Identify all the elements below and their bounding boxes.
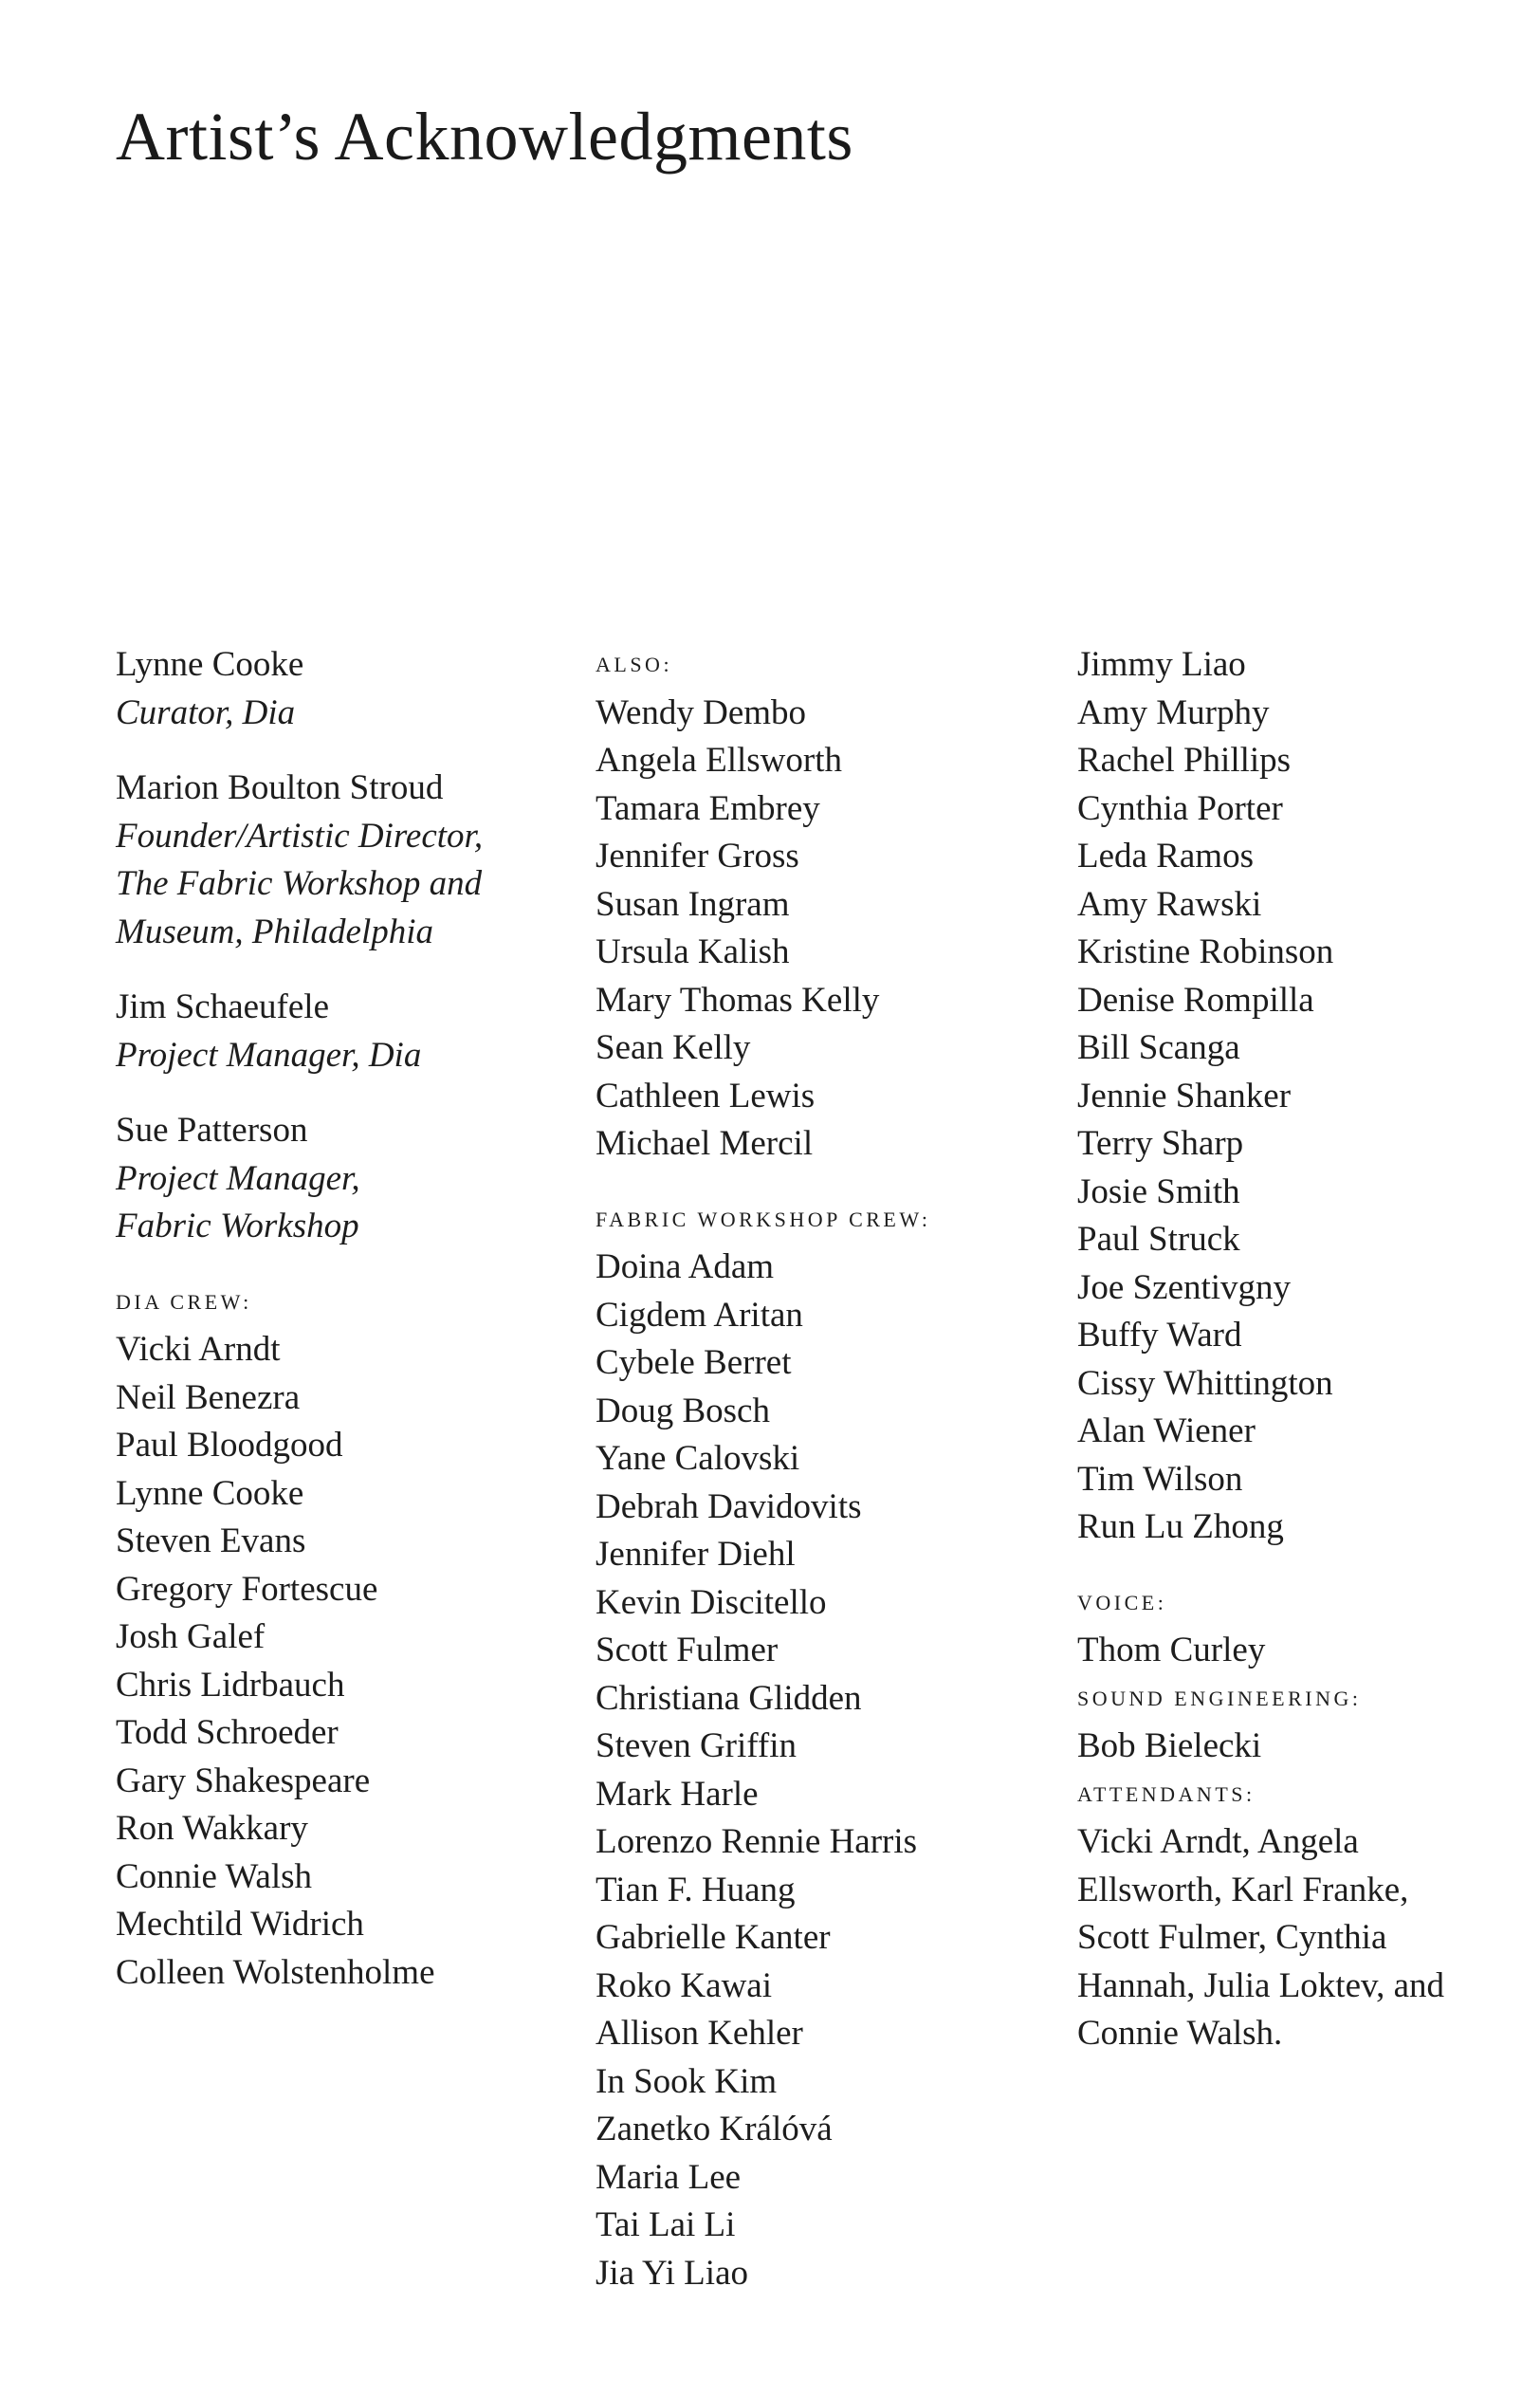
- credit-role: The Fabric Workshop and: [116, 864, 483, 903]
- attendants-text: Vicki Arndt, Angela Ellsworth, Karl Franke, Scott Fulmer, Cynthia Hannah, Julia Loktev, and Connie Walsh.: [1077, 1822, 1445, 2053]
- list-item: Mark Harle: [596, 1774, 759, 1814]
- list-item: Susan Ingram: [596, 884, 790, 924]
- list-item: Jennifer Diehl: [596, 1535, 796, 1574]
- list-item: Vicki Arndt: [116, 1330, 281, 1369]
- list-item: Angela Ellsworth: [596, 741, 842, 780]
- list-item: Ursula Kalish: [596, 932, 790, 971]
- list-item: Paul Struck: [1077, 1220, 1240, 1259]
- credit-project-manager-dia: [116, 984, 561, 1079]
- credit-role: Museum, Philadelphia: [116, 912, 434, 951]
- list-item: Amy Rawski: [1077, 884, 1262, 924]
- list-item: Todd Schroeder: [116, 1713, 339, 1752]
- list-item: Jia Yi Liao: [596, 2253, 748, 2293]
- list-item: Leda Ramos: [1077, 837, 1254, 876]
- credit-name: Lynne Cooke: [116, 645, 304, 684]
- list-item: Jennie Shanker: [1077, 1076, 1292, 1116]
- list-item: Run Lu Zhong: [1077, 1507, 1284, 1546]
- list-item: Mary Thomas Kelly: [596, 980, 880, 1020]
- name-list: [1077, 1627, 1532, 1675]
- credit-founder: [116, 765, 561, 956]
- column-3: [1077, 641, 1532, 2058]
- list-item: Thom Curley: [1077, 1631, 1266, 1669]
- section-heading: ALSO:: [596, 653, 673, 676]
- list-item: Yane Calovski: [596, 1439, 800, 1478]
- list-item: Allison Kehler: [596, 2014, 803, 2053]
- list-item: Tian F. Huang: [596, 1870, 796, 1909]
- name-list: [1077, 1723, 1532, 1771]
- list-item: Cybele Berret: [596, 1343, 792, 1382]
- name-list: [1077, 641, 1532, 1552]
- list-item: Doug Bosch: [596, 1391, 770, 1430]
- list-item: Terry Sharp: [1077, 1124, 1244, 1163]
- voice-section: [1077, 1579, 1532, 2058]
- list-item: Tai Lai Li: [596, 2205, 736, 2244]
- list-item: Steven Evans: [116, 1521, 306, 1560]
- dia-crew-section: [116, 1279, 561, 1998]
- list-item: Maria Lee: [596, 2157, 742, 2197]
- fabric-crew-section: [596, 1196, 1041, 2298]
- list-item: Denise Rompilla: [1077, 980, 1314, 1020]
- list-item: Paul Bloodgood: [116, 1426, 343, 1465]
- list-item: Cigdem Aritan: [596, 1295, 803, 1335]
- list-item: In Sook Kim: [596, 2061, 778, 2101]
- list-item: Tim Wilson: [1077, 1459, 1243, 1499]
- list-item: Jimmy Liao: [1077, 645, 1246, 684]
- list-item: Lynne Cooke: [116, 1473, 304, 1513]
- list-item: Bob Bielecki: [1077, 1726, 1262, 1765]
- list-item: Kevin Discitello: [596, 1582, 827, 1622]
- name-list: [596, 690, 1041, 1169]
- list-item: Wendy Dembo: [596, 692, 807, 732]
- list-item: Connie Walsh: [116, 1856, 313, 1896]
- credit-role: Founder/Artistic Director,: [116, 816, 484, 856]
- section-heading: FABRIC WORKSHOP CREW:: [596, 1207, 931, 1231]
- list-item: Roko Kawai: [596, 1965, 772, 2005]
- column-1: [116, 641, 561, 1997]
- list-item: Gabrielle Kanter: [596, 1918, 831, 1957]
- credit-role: Project Manager,: [116, 1158, 360, 1198]
- page-title: Artist’s Acknowledgments: [116, 99, 853, 175]
- list-item: Christiana Glidden: [596, 1678, 862, 1718]
- list-item: Josie Smith: [1077, 1171, 1240, 1211]
- credit-name: Sue Patterson: [116, 1111, 308, 1150]
- list-item: Amy Murphy: [1077, 692, 1270, 732]
- list-item: Sean Kelly: [596, 1028, 751, 1067]
- list-item: Gary Shakespeare: [116, 1761, 371, 1800]
- list-item: Buffy Ward: [1077, 1316, 1242, 1355]
- credit-name: Jim Schaeufele: [116, 987, 329, 1026]
- list-item: Lorenzo Rennie Harris: [596, 1822, 918, 1861]
- list-item: Alan Wiener: [1077, 1411, 1256, 1450]
- credit-role: Project Manager, Dia: [116, 1035, 422, 1075]
- also-section: [596, 641, 1041, 1169]
- section-heading: SOUND ENGINEERING:: [1077, 1686, 1362, 1710]
- list-item: Zanetko Králóvá: [596, 2110, 833, 2148]
- column-2: [596, 641, 1041, 2297]
- list-item: Cynthia Porter: [1077, 788, 1283, 828]
- list-item: Jennifer Gross: [596, 837, 799, 876]
- list-item: Joe Szentivgny: [1077, 1267, 1292, 1307]
- list-item: Josh Galef: [116, 1617, 266, 1656]
- list-item: Steven Griffin: [596, 1726, 798, 1765]
- list-item: Kristine Robinson: [1077, 932, 1334, 971]
- list-item: Colleen Wolstenholme: [116, 1952, 435, 1992]
- fabric-crew-continued: [1077, 641, 1532, 1552]
- list-item: Cathleen Lewis: [596, 1076, 816, 1116]
- list-item: Ron Wakkary: [116, 1809, 308, 1848]
- list-item: Doina Adam: [596, 1247, 775, 1286]
- credit-curator: [116, 641, 561, 737]
- list-item: Michael Mercil: [596, 1124, 814, 1163]
- section-heading: ATTENDANTS:: [1077, 1781, 1256, 1806]
- section-heading: DIA CREW:: [116, 1289, 252, 1314]
- list-item: Scott Fulmer: [596, 1631, 779, 1669]
- list-item: Cissy Whittington: [1077, 1363, 1333, 1403]
- credit-role: Fabric Workshop: [116, 1207, 359, 1245]
- list-item: Gregory Fortescue: [116, 1569, 378, 1609]
- name-list: [596, 1244, 1041, 2297]
- credit-name: Marion Boulton Stroud: [116, 768, 444, 807]
- list-item: Tamara Embrey: [596, 788, 820, 828]
- section-heading: VOICE:: [1077, 1590, 1167, 1614]
- list-item: Bill Scanga: [1077, 1028, 1240, 1067]
- list-item: Mechtild Widrich: [116, 1905, 364, 1944]
- name-list: [116, 1326, 561, 1997]
- list-item: Rachel Phillips: [1077, 741, 1292, 780]
- credit-project-manager-fabric: [116, 1107, 561, 1251]
- credit-role: Curator, Dia: [116, 692, 296, 732]
- list-item: Debrah Davidovits: [596, 1486, 862, 1526]
- list-item: Chris Lidrbauch: [116, 1665, 345, 1705]
- list-item: Neil Benezra: [116, 1377, 301, 1417]
